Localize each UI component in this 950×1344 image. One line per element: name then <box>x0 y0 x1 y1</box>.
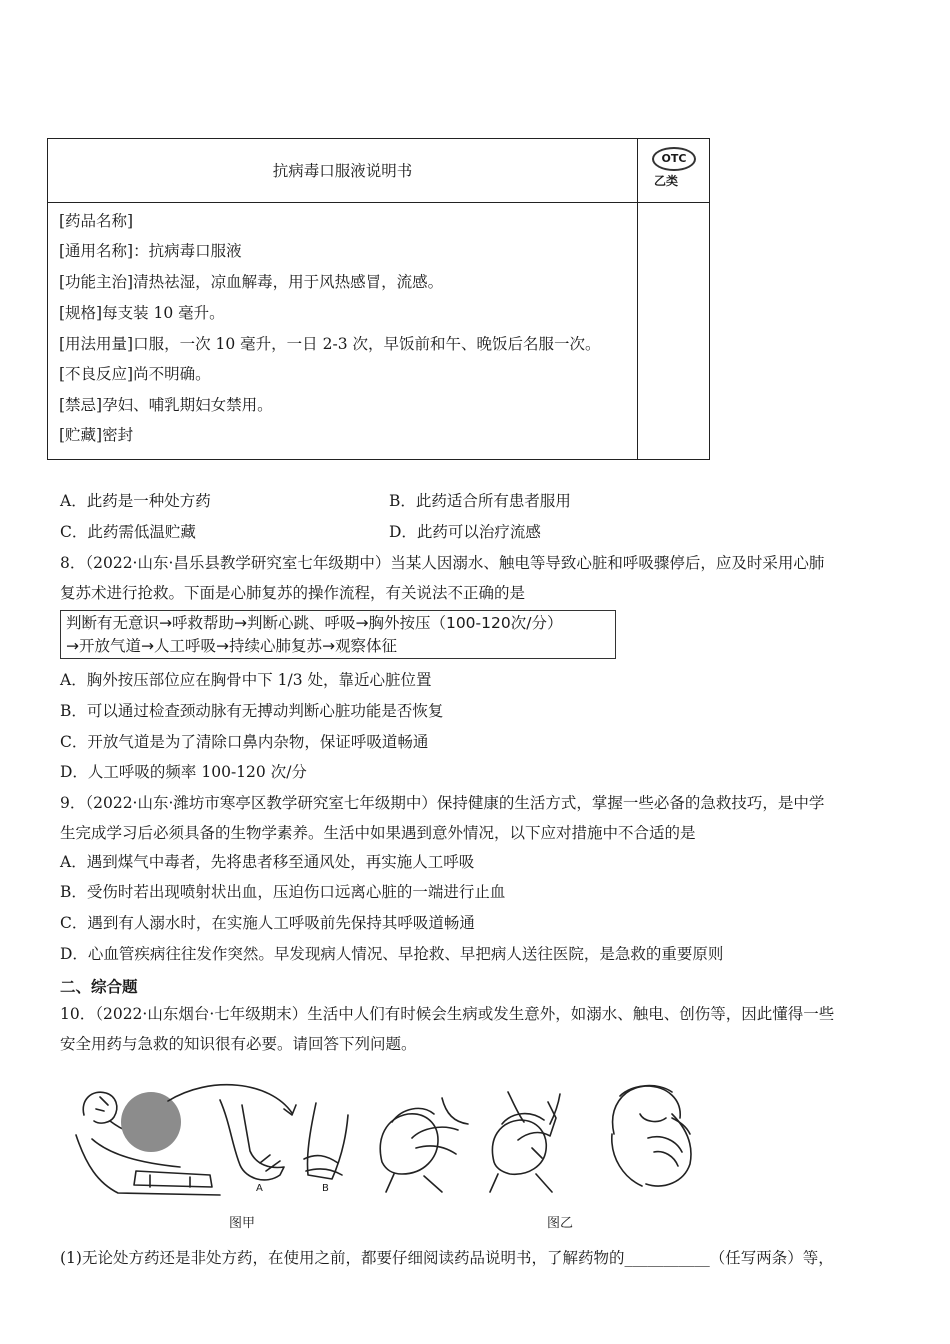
leaflet-title: 抗病毒口服液说明书 <box>272 162 413 180</box>
leaflet-row: [药品名称] <box>59 212 134 230</box>
leaflet-row: [不良反应]尚不明确。 <box>59 365 211 383</box>
q9-option-a: A．遇到煤气中毒者，先将患者移至通风处，再实施人工呼吸 <box>60 853 475 871</box>
table-divider-horizontal <box>48 202 709 203</box>
q8-stem-line-2: 复苏术进行抢救。下面是心肺复苏的操作流程，有关说法不正确的是 <box>60 584 526 602</box>
q9-option-d: D．心血管疾病往往发作突然。早发现病人情况、早抢救、早把病人送往医院，是急救的重要原则 <box>60 945 724 963</box>
leaflet-row: [功能主治]清热祛湿，凉血解毒，用于风热感冒，流感。 <box>59 273 444 291</box>
q8-option-b: B．可以通过检查颈动脉有无搏动判断心脏功能是否恢复 <box>60 702 444 720</box>
figure-label-b: B <box>322 1183 329 1194</box>
cpr-flow-line-2: →开放气道→人工呼吸→持续心肺复苏→观察体征 <box>66 637 397 655</box>
q8-option-c: C．开放气道是为了清除口鼻内杂物，保证呼吸道畅通 <box>60 733 429 751</box>
q7-option-c: C．此药需低温贮藏 <box>60 523 196 541</box>
q9-option-c: C．遇到有人溺水时，在实施人工呼吸前先保持其呼吸道畅通 <box>60 914 475 932</box>
q7-option-a: A．此药是一种处方药 <box>60 492 211 510</box>
cpr-flow-box <box>60 610 616 659</box>
figure-yi-rescue-breathing <box>372 1078 712 1196</box>
q8-option-a: A．胸外按压部位应在胸骨中下 1/3 处，靠近心脏位置 <box>60 671 432 689</box>
drug-leaflet-table <box>47 138 710 460</box>
q7-option-b: B．此药适合所有患者服用 <box>389 492 571 510</box>
otc-logo <box>646 145 702 193</box>
figure-jia-caption: 图甲 <box>229 1216 256 1231</box>
figure-label-a: A <box>256 1183 263 1194</box>
section-heading: 二、综合题 <box>60 978 138 996</box>
q9-stem-line-1: 9．（2022·山东·潍坊市寒亭区教学研究室七年级期中）保持健康的生活方式，掌握一些必备的急救技巧，是中学 <box>60 794 825 812</box>
q9-option-b: B．受伤时若出现喷射状出血，压迫伤口远离心脏的一端进行止血 <box>60 883 506 901</box>
q8-stem-line-1: 8．（2022·山东·昌乐县教学研究室七年级期中）当某人因溺水、触电等导致心脏和呼吸骤停后，应及时采用心肺 <box>60 554 825 572</box>
figure-jia-chest-compression <box>70 1075 350 1205</box>
leaflet-row: [贮藏]密封 <box>59 426 134 444</box>
table-divider-vertical <box>637 139 638 459</box>
q9-stem-line-2: 生完成学习后必须具备的生物学素养。生活中如果遇到意外情况，以下应对措施中不合适的是 <box>60 824 696 842</box>
q8-option-d: D．人工呼吸的频率 100-120 次/分 <box>60 763 307 781</box>
q10-stem-line-1: 10．（2022·山东烟台·七年级期末）生活中人们有时候会生病或发生意外，如溺水、触电、创伤等，因此懂得一些 <box>60 1005 835 1023</box>
figure-yi-caption: 图乙 <box>547 1216 574 1231</box>
q7-option-d: D．此药可以治疗流感 <box>389 523 541 541</box>
q10-stem-line-2: 安全用药与急救的知识很有必要。请回答下列问题。 <box>60 1035 417 1053</box>
otc-kind: 乙类 <box>654 174 679 188</box>
leaflet-row: [通用名称]：抗病毒口服液 <box>59 242 242 260</box>
leaflet-row: [禁忌]孕妇、哺乳期妇女禁用。 <box>59 396 273 414</box>
leaflet-row: [规格]每支装 10 毫升。 <box>59 304 225 322</box>
cpr-flow-line-1: 判断有无意识→呼救帮助→判断心跳、呼吸→胸外按压（100-120次/分） <box>66 614 563 632</box>
compression-site-marker <box>121 1092 181 1152</box>
leaflet-row: [用法用量]口服，一次 10 毫升，一日 2-3 次，早饭前和午、晚饭后名服一次。 <box>59 335 601 353</box>
q10-sub-question-1: (1)无论处方药还是非处方药，在使用之前，都要仔细阅读药品说明书，了解药物的___________（任写两条）等， <box>60 1249 834 1267</box>
otc-mark: OTC <box>652 147 696 171</box>
